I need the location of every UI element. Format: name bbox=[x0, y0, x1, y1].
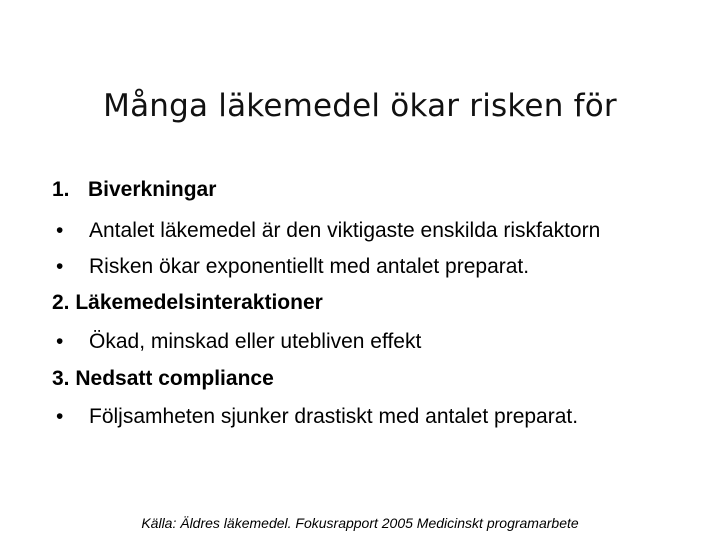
bullet-text: Följsamheten sjunker drastiskt med antalet preparat. bbox=[89, 405, 579, 428]
bullet-item bbox=[52, 330, 421, 354]
section-heading-2 bbox=[52, 291, 323, 315]
section-heading-text: Biverkningar bbox=[88, 178, 217, 201]
bullet-icon: • bbox=[56, 330, 64, 353]
slide-title: Många läkemedel ökar risken för bbox=[103, 88, 617, 124]
section-heading-1 bbox=[52, 178, 216, 202]
bullet-item bbox=[52, 219, 600, 243]
bullet-icon: • bbox=[56, 219, 64, 242]
source-citation: Källa: Äldres läkemedel. Fokusrapport 2005 Medicinskt programarbete bbox=[141, 515, 579, 531]
bullet-text: Risken ökar exponentiellt med antalet preparat. bbox=[89, 255, 530, 278]
bullet-icon: • bbox=[56, 405, 64, 428]
bullet-item bbox=[52, 255, 529, 279]
section-heading-text: Läkemedelsinteraktioner bbox=[75, 291, 323, 314]
bullet-icon: • bbox=[56, 255, 64, 278]
section-heading-text: Nedsatt compliance bbox=[75, 367, 274, 390]
section-number: 2. bbox=[52, 291, 70, 314]
section-heading-3 bbox=[52, 367, 274, 391]
bullet-text: Antalet läkemedel är den viktigaste enskilda riskfaktorn bbox=[89, 219, 601, 242]
section-number: 1. bbox=[52, 178, 70, 201]
section-number: 3. bbox=[52, 367, 70, 390]
bullet-item bbox=[52, 405, 578, 429]
bullet-text: Ökad, minskad eller utebliven effekt bbox=[89, 330, 422, 353]
